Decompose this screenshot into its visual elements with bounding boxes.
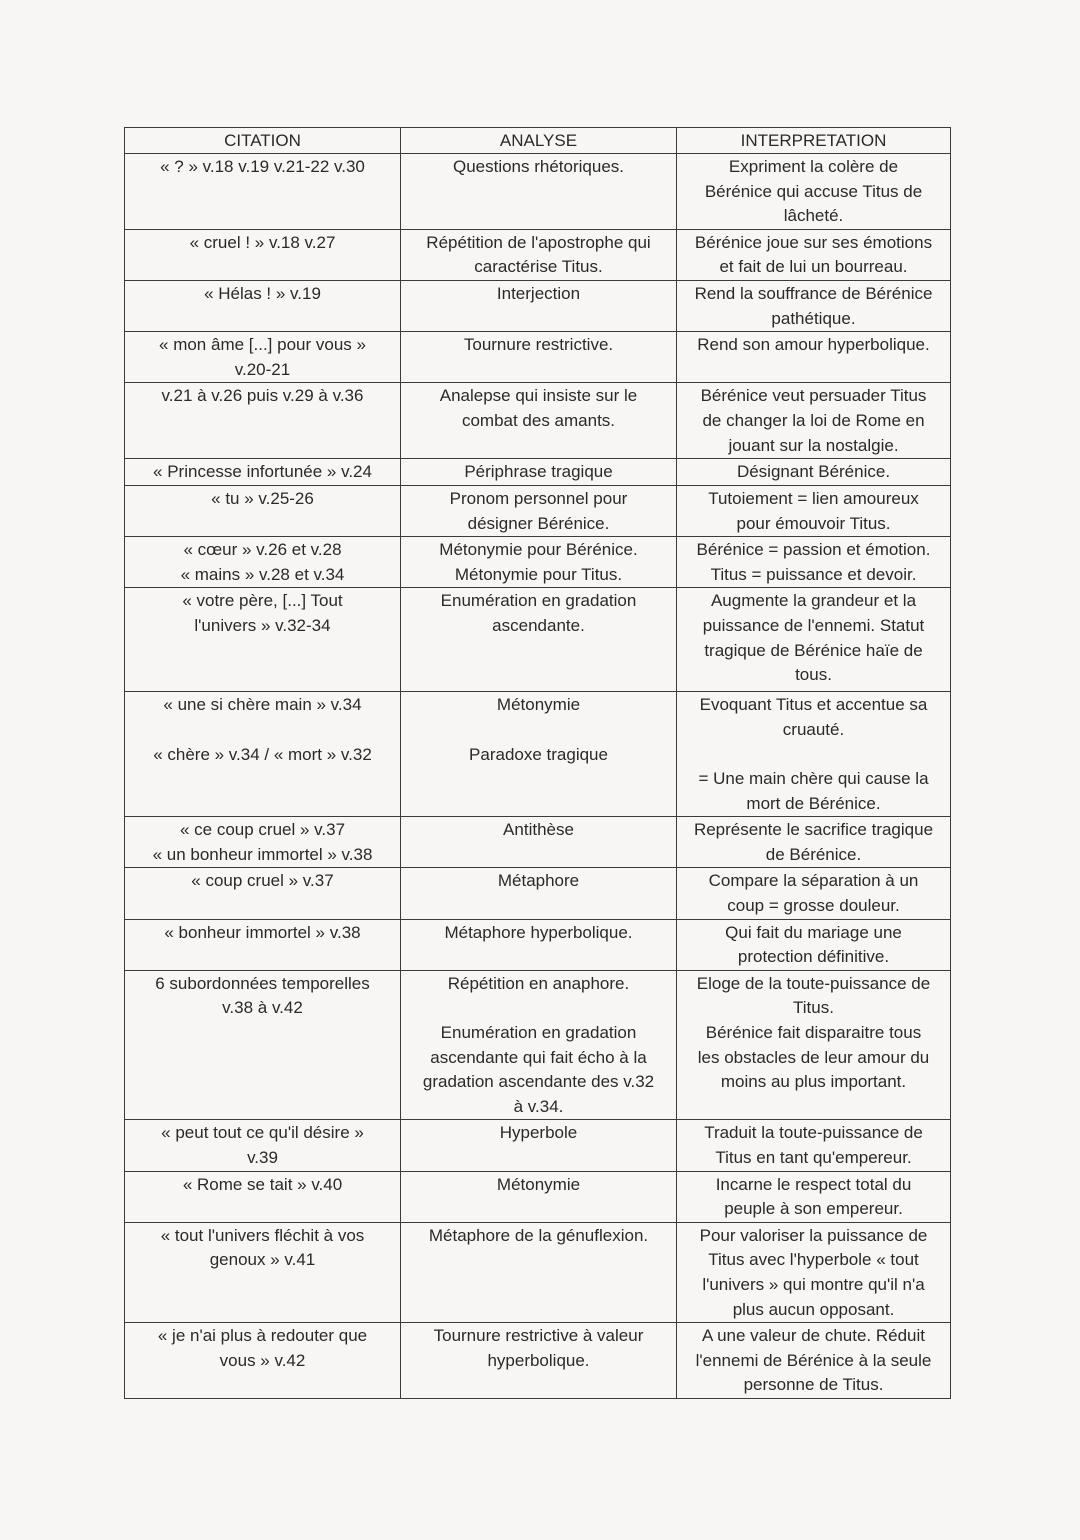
citation-cell — [125, 1323, 401, 1399]
cell-line: protection définitive. — [737, 947, 890, 967]
analyse-cell — [401, 229, 677, 280]
cell-line: ascendante qui fait écho à la — [430, 1047, 647, 1067]
cell-line: désigner Bérénice. — [467, 513, 610, 533]
cell-line: coup = grosse douleur. — [727, 896, 900, 916]
citation-cell — [125, 332, 401, 383]
cell-line: Compare la séparation à un — [708, 871, 919, 891]
analysis-table — [124, 127, 951, 1399]
cell-line — [407, 718, 670, 743]
citation-cell — [125, 280, 401, 331]
cell-line: et fait de lui un bourreau. — [719, 257, 908, 277]
cell-line: « tu » v.25-26 — [211, 488, 314, 508]
cell-line: « Princesse infortunée » v.24 — [153, 462, 372, 482]
cell-line: de Bérénice. — [765, 844, 862, 864]
cell-line: vous » v.42 — [219, 1350, 306, 1370]
analysis-document — [124, 127, 950, 1399]
interpretation-cell — [677, 817, 951, 868]
cell-line: Titus = puissance et devoir. — [710, 564, 917, 584]
interpretation-cell — [677, 868, 951, 919]
analyse-cell — [401, 692, 677, 817]
cell-line: Titus. — [793, 998, 834, 1018]
cell-line: v.39 — [247, 1148, 278, 1167]
interpretation-cell — [677, 919, 951, 970]
citation-cell — [125, 588, 401, 692]
analyse-cell — [401, 280, 677, 331]
cell-line: v.21 à v.26 puis v.29 à v.36 — [161, 386, 364, 406]
interpretation-cell — [677, 485, 951, 536]
cell-line: Tournure restrictive à valeur — [433, 1326, 644, 1346]
interpretation-cell — [677, 1222, 951, 1322]
cell-line: cruauté. — [782, 719, 845, 739]
cell-line: plus aucun opposant. — [732, 1299, 895, 1319]
cell-line: de changer la loi de Rome en — [702, 410, 925, 430]
interpretation-cell — [677, 1171, 951, 1222]
cell-line: genoux » v.41 — [209, 1250, 316, 1270]
cell-line: Eloge de la toute-puissance de — [696, 973, 931, 993]
cell-line: Paradoxe tragique — [469, 744, 608, 764]
analyse-cell — [401, 383, 677, 459]
table-row — [125, 280, 951, 331]
cell-line — [131, 718, 394, 743]
cell-line — [683, 743, 944, 768]
cell-line: Métaphore — [497, 871, 580, 891]
cell-line: « peut tout ce qu'il désire » — [161, 1123, 364, 1143]
cell-line: Représente le sacrifice tragique — [693, 820, 934, 840]
cell-line: à v.34. — [513, 1096, 564, 1116]
interpretation-cell — [677, 588, 951, 692]
cell-line: « chère » v.34 / « mort » v.32 — [153, 744, 372, 764]
analyse-cell — [401, 537, 677, 588]
header-citation: CITATION — [125, 128, 401, 154]
table-row — [125, 970, 951, 1120]
cell-line: l'univers » qui montre qu'il n'a — [702, 1274, 925, 1294]
table-row — [125, 154, 951, 230]
cell-line: « tout l'univers fléchit à vos — [160, 1225, 365, 1245]
table-body — [125, 154, 951, 1399]
interpretation-cell — [677, 970, 951, 1120]
cell-line: Métonymie pour Bérénice. — [439, 540, 638, 560]
cell-line: peuple à son empereur. — [724, 1199, 903, 1219]
cell-line: Tutoiement = lien amoureux — [708, 488, 919, 508]
cell-line: mort de Bérénice. — [746, 793, 881, 813]
cell-line: Incarne le respect total du — [715, 1174, 912, 1194]
cell-line: moins au plus important. — [720, 1072, 907, 1092]
interpretation-cell — [677, 459, 951, 486]
table-row — [125, 383, 951, 459]
interpretation-cell — [677, 692, 951, 817]
table-row — [125, 332, 951, 383]
interpretation-cell — [677, 229, 951, 280]
cell-line: pathétique. — [771, 308, 856, 328]
interpretation-cell — [677, 1120, 951, 1171]
interpretation-cell — [677, 1323, 951, 1399]
citation-cell — [125, 817, 401, 868]
table-row — [125, 692, 951, 817]
cell-line: Augmente la grandeur et la — [710, 591, 917, 611]
analyse-cell — [401, 1171, 677, 1222]
cell-line: « cruel ! » v.18 v.27 — [189, 232, 336, 252]
table-row — [125, 537, 951, 588]
cell-line: « mon âme [...] pour vous » — [159, 335, 366, 355]
cell-line: « un bonheur immortel » v.38 — [152, 844, 373, 864]
table-row — [125, 1171, 951, 1222]
cell-line: Métaphore hyperbolique. — [444, 922, 633, 942]
cell-line: Traduit la toute-puissance de — [704, 1123, 923, 1143]
cell-line: Enumération en gradation — [440, 591, 637, 611]
cell-line: « mains » v.28 et v.34 — [180, 564, 345, 584]
analyse-cell — [401, 485, 677, 536]
citation-cell — [125, 868, 401, 919]
cell-line: « votre père, [...] Tout — [182, 591, 343, 611]
header-interpretation: INTERPRETATION — [677, 128, 951, 154]
cell-line: Pour valoriser la puissance de — [699, 1225, 928, 1245]
cell-line: « je n'ai plus à redouter que — [157, 1326, 368, 1346]
cell-line: Répétition de l'apostrophe qui — [426, 232, 651, 252]
citation-cell — [125, 1171, 401, 1222]
analyse-cell — [401, 1323, 677, 1399]
cell-line: lâcheté. — [783, 206, 844, 226]
table-row — [125, 868, 951, 919]
cell-line: personne de Titus. — [743, 1375, 884, 1395]
cell-line: tragique de Bérénice haïe de — [704, 640, 923, 660]
citation-cell — [125, 1120, 401, 1171]
cell-line: Qui fait du mariage une — [725, 922, 902, 942]
cell-line: Enumération en gradation — [440, 1023, 637, 1043]
cell-line: v.38 à v.42 — [222, 998, 303, 1018]
analyse-cell — [401, 817, 677, 868]
table-row — [125, 459, 951, 486]
analyse-cell — [401, 1120, 677, 1171]
cell-line: les obstacles de leur amour du — [697, 1047, 930, 1067]
analyse-cell — [401, 588, 677, 692]
citation-cell — [125, 485, 401, 536]
header-row — [125, 128, 951, 154]
cell-line: Evoquant Titus et accentue sa — [699, 695, 928, 715]
cell-line: Bérénice qui accuse Titus de — [704, 181, 923, 201]
cell-line: Bérénice joue sur ses émotions — [694, 232, 933, 252]
cell-line: Métaphore de la génuflexion. — [428, 1225, 649, 1245]
citation-cell — [125, 1222, 401, 1322]
cell-line: pour émouvoir Titus. — [736, 513, 891, 533]
cell-line: « cœur » v.26 et v.28 — [183, 540, 342, 560]
interpretation-cell — [677, 537, 951, 588]
cell-line: Questions rhétoriques. — [452, 157, 625, 176]
table-row — [125, 229, 951, 280]
analyse-cell — [401, 868, 677, 919]
citation-cell — [125, 154, 401, 230]
cell-line: Métonymie pour Titus. — [454, 564, 623, 584]
interpretation-cell — [677, 383, 951, 459]
analyse-cell — [401, 332, 677, 383]
analyse-cell — [401, 154, 677, 230]
cell-line: = Une main chère qui cause la — [698, 769, 929, 789]
citation-cell — [125, 970, 401, 1120]
cell-line: « Rome se tait » v.40 — [182, 1174, 343, 1194]
cell-line: Rend la souffrance de Bérénice — [694, 283, 933, 303]
cell-line: Expriment la colère de — [728, 157, 899, 176]
interpretation-cell — [677, 332, 951, 383]
cell-line: « bonheur immortel » v.38 — [164, 922, 361, 942]
table-row — [125, 588, 951, 692]
cell-line: Métonymie — [496, 1174, 581, 1194]
cell-line: hyperbolique. — [487, 1350, 590, 1370]
table-row — [125, 817, 951, 868]
citation-cell — [125, 383, 401, 459]
cell-line: Répétition en anaphore. — [447, 973, 630, 993]
cell-line: Titus avec l'hyperbole « tout — [708, 1250, 919, 1270]
cell-line: combat des amants. — [461, 410, 616, 430]
cell-line: 6 subordonnées temporelles — [155, 973, 370, 993]
table-row — [125, 919, 951, 970]
citation-cell — [125, 229, 401, 280]
table-row — [125, 485, 951, 536]
cell-line: ascendante. — [492, 615, 585, 635]
cell-line: Tournure restrictive. — [463, 335, 614, 355]
cell-line: Désignant Bérénice. — [736, 462, 891, 482]
cell-line: « une si chère main » v.34 — [163, 695, 362, 715]
cell-line: jouant sur la nostalgie. — [728, 435, 899, 455]
cell-line: « coup cruel » v.37 — [191, 871, 334, 891]
citation-cell — [125, 459, 401, 486]
cell-line: « Hélas ! » v.19 — [204, 283, 321, 303]
cell-line: Rend son amour hyperbolique. — [697, 335, 930, 355]
cell-line: « ? » v.18 v.19 v.21-22 v.30 — [160, 157, 365, 176]
cell-line: tous. — [795, 665, 832, 685]
cell-line: Interjection — [496, 283, 581, 303]
cell-line: Bérénice = passion et émotion. — [696, 540, 931, 560]
cell-line: puissance de l'ennemi. Statut — [702, 615, 925, 635]
cell-line: l'univers » v.32-34 — [194, 615, 331, 635]
analyse-cell — [401, 459, 677, 486]
cell-line: Pronom personnel pour — [449, 488, 628, 508]
citation-cell — [125, 919, 401, 970]
cell-line: Analepse qui insiste sur le — [439, 386, 638, 406]
cell-line: Bérénice veut persuader Titus — [700, 386, 927, 406]
analyse-cell — [401, 1222, 677, 1322]
analyse-cell — [401, 919, 677, 970]
cell-line: Titus en tant qu'empereur. — [715, 1148, 912, 1167]
citation-cell — [125, 537, 401, 588]
table-row — [125, 1323, 951, 1399]
cell-line: Hyperbole — [499, 1123, 578, 1143]
interpretation-cell — [677, 280, 951, 331]
table-row — [125, 1120, 951, 1171]
cell-line: « ce coup cruel » v.37 — [179, 820, 346, 840]
cell-line: A une valeur de chute. Réduit — [701, 1326, 926, 1346]
cell-line: caractérise Titus. — [474, 257, 603, 277]
cell-line: Périphrase tragique — [464, 462, 613, 482]
interpretation-cell — [677, 154, 951, 230]
cell-line: Antithèse — [503, 820, 574, 840]
citation-cell — [125, 692, 401, 817]
cell-line: Bérénice fait disparaitre tous — [705, 1023, 922, 1043]
cell-line: gradation ascendante des v.32 — [422, 1072, 655, 1092]
table-row — [125, 1222, 951, 1322]
analyse-cell — [401, 970, 677, 1120]
header-analyse: ANALYSE — [401, 128, 677, 154]
cell-line: v.20-21 — [234, 359, 291, 379]
cell-line: l'ennemi de Bérénice à la seule — [695, 1350, 932, 1370]
cell-line: Métonymie — [496, 695, 581, 715]
cell-line — [407, 996, 670, 1021]
